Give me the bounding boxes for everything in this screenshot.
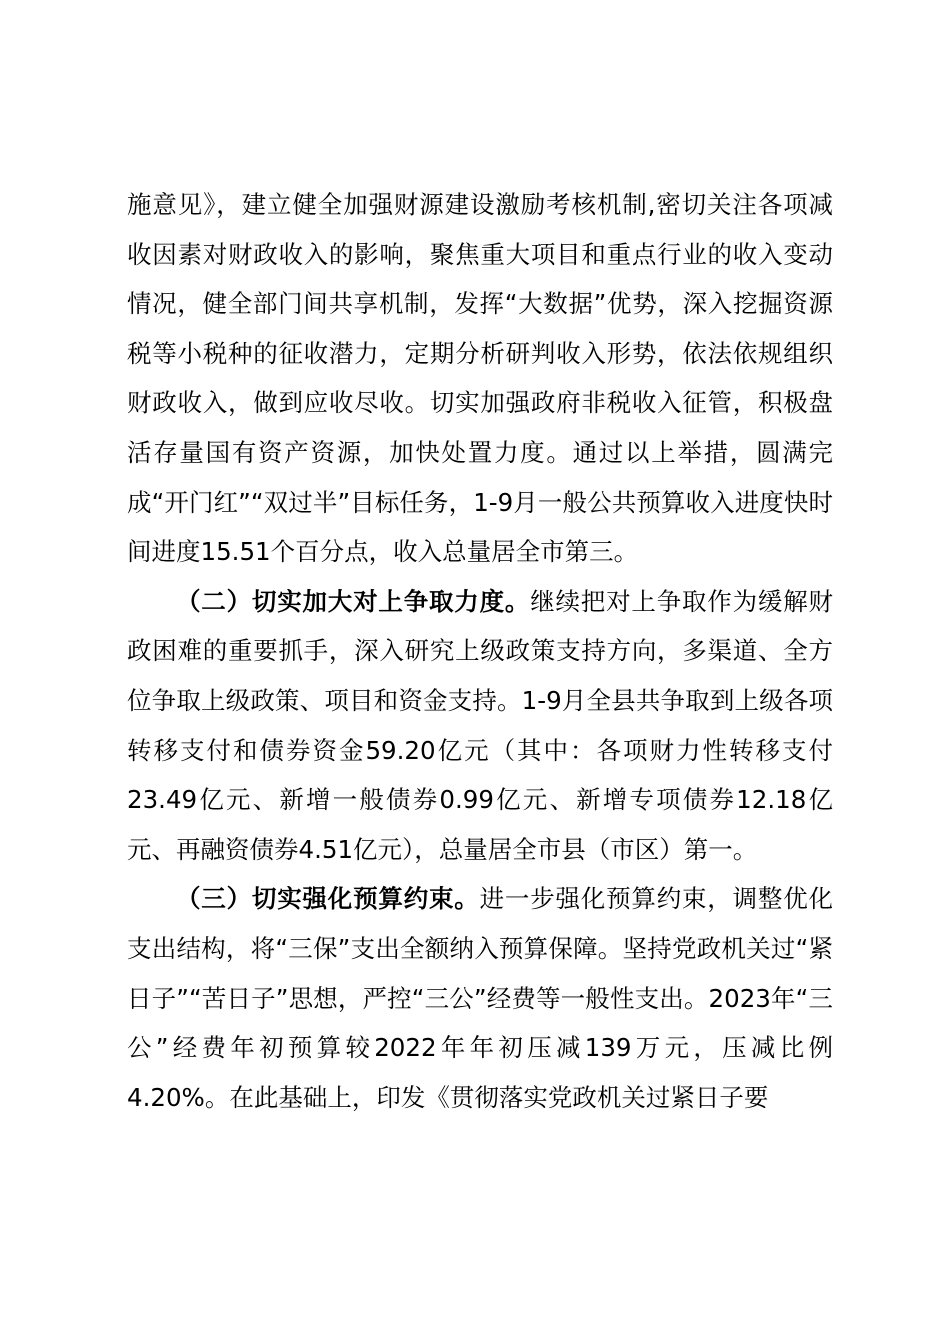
paragraph-section-three	[127, 874, 833, 1122]
paragraph-text: 进一步强化预算约束，调整优化支出结构，将“三保”支出全额纳入预算保障。坚持党政机关过“紧日子”“苦日子”思想，严控“三公”经费等一般性支出。2023年“三公”经费年初预算较2022年年初压减139万元，压减比例4.20%。在此基础上，印发《贯彻落实党政机关过紧日子要	[127, 884, 834, 1112]
paragraph-section-two	[127, 577, 833, 875]
section-heading: （二）切实加大对上争取力度。	[176, 586, 531, 616]
paragraph-continued	[127, 180, 833, 577]
section-heading: （三）切实强化预算约束。	[176, 884, 480, 914]
paragraph-text: 施意见》，建立健全加强财源建设激励考核机制,密切关注各项减收因素对财政收入的影响，聚焦重大项目和重点行业的收入变动情况，健全部门间共享机制，发挥“大数据”优势，深入挖掘资源税等小税种的征收潜力，定期分析研判收入形势，依法依规组织财政收入，做到应收尽收。切实加强政府非税收入征管，积极盘活存量国有资产资源，加快处置力度。通过以上举措，圆满完成“开门红”“双过半”目标任务，1-9月一般公共预算收入进度快时间进度15.51个百分点，收入总量居全市第三。	[127, 190, 833, 567]
paragraph-text: 继续把对上争取作为缓解财政困难的重要抓手，深入研究上级政策支持方向，多渠道、全方位争取上级政策、项目和资金支持。1-9月全县共争取到上级各项转移支付和债券资金59.20亿元（其中：各项财力性转移支付23.49亿元、新增一般债券0.99亿元、新增专项债券12.18亿元、再融资债券4.51亿元），总量居全市县（市区）第一。	[127, 586, 834, 864]
document-body	[127, 180, 833, 1122]
